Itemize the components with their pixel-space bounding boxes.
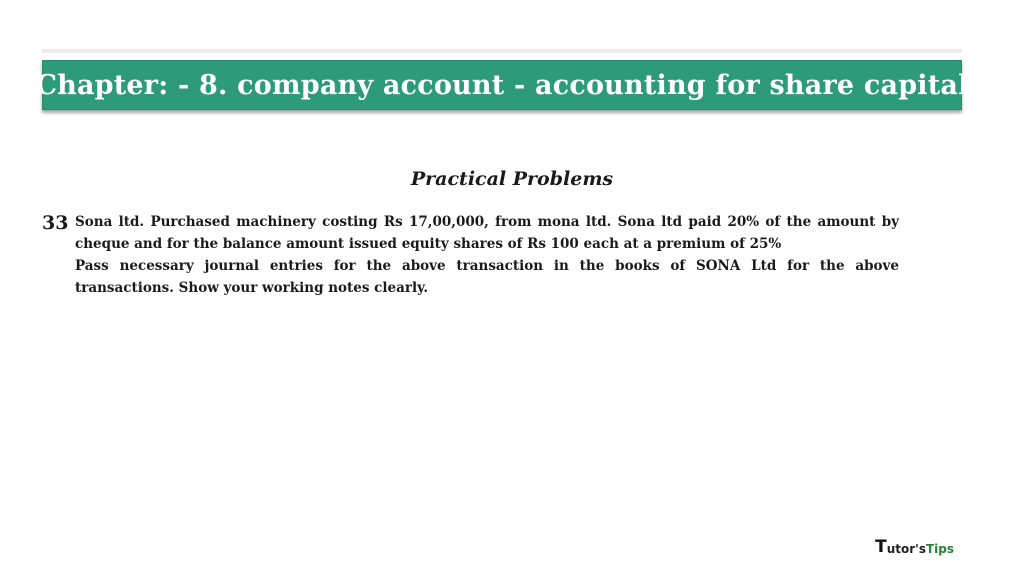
question-text xyxy=(75,211,899,299)
tutors-tips-logo xyxy=(875,539,954,556)
question-paragraph-1: Sona ltd. Purchased machinery costing Rs 17,00,000, from mona ltd. Sona ltd paid 20% of the amount by cheque and for the balance amount issued equity shares of Rs 100 each at a premium of 25% xyxy=(75,214,899,252)
question-paragraph-2: Pass necessary journal entries for the above transaction in the books of SONA Ltd for the above transactions. Show your working notes clearly. xyxy=(75,258,899,296)
logo-text-part2: Tips xyxy=(925,542,954,556)
logo-text-part1: utor's xyxy=(886,542,926,556)
chapter-banner xyxy=(35,60,969,110)
section-title: Practical Problems xyxy=(410,168,614,190)
top-divider xyxy=(42,49,962,53)
logo-mark-icon: T xyxy=(875,537,887,557)
chapter-title: Chapter: - 8. company account - accounting for share capital xyxy=(35,69,969,101)
question-number: 33 xyxy=(42,212,69,234)
